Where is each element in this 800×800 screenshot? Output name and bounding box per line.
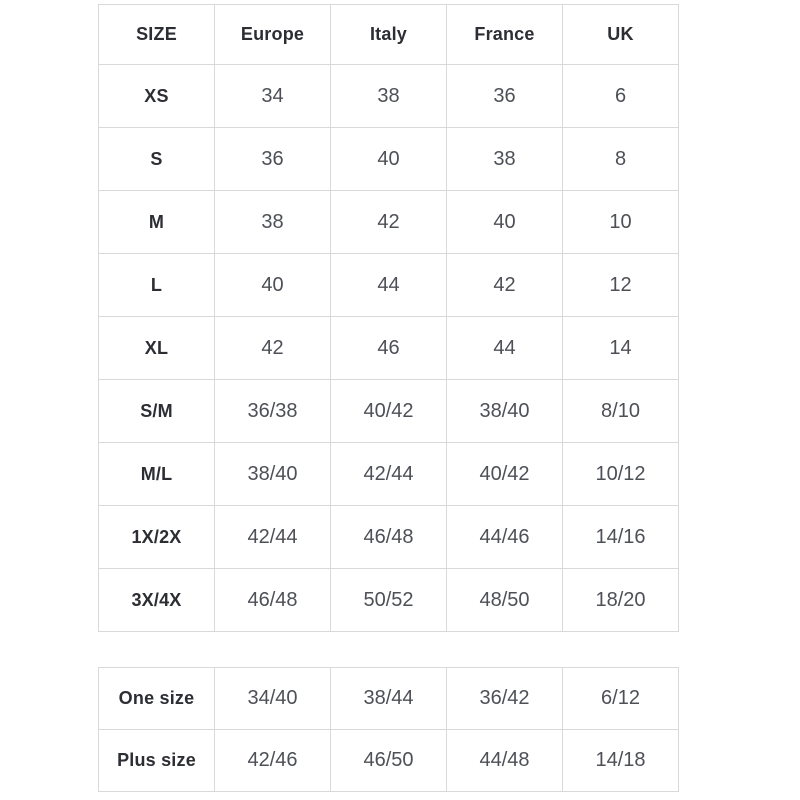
row-label: 3X/4X [99,569,215,632]
column-header-size: SIZE [99,5,215,65]
table-row-s [99,128,679,191]
size-value-cell: 38 [215,191,331,254]
column-header-italy: Italy [331,5,447,65]
row-label: S/M [99,380,215,443]
size-value-cell: 44/46 [447,506,563,569]
size-value-cell: 14/16 [563,506,679,569]
size-value-cell: 44 [331,254,447,317]
table-row-m-l [99,443,679,506]
size-value-cell: 44 [447,317,563,380]
size-value-cell: 46 [331,317,447,380]
size-value-cell: 42 [447,254,563,317]
row-label: 1X/2X [99,506,215,569]
size-value-cell: 34/40 [215,668,331,730]
size-value-cell: 46/48 [215,569,331,632]
table-row-plus-size [99,730,679,792]
size-value-cell: 46/50 [331,730,447,792]
size-value-cell: 40 [331,128,447,191]
size-value-cell: 40/42 [331,380,447,443]
row-label: XL [99,317,215,380]
table-row-1x-2x [99,506,679,569]
size-value-cell: 46/48 [331,506,447,569]
size-value-cell: 14 [563,317,679,380]
header-row [99,5,679,65]
size-value-cell: 38 [331,65,447,128]
column-header-france: France [447,5,563,65]
table-row-s-m [99,380,679,443]
size-value-cell: 50/52 [331,569,447,632]
size-value-cell: 12 [563,254,679,317]
size-value-cell: 36 [447,65,563,128]
size-value-cell: 38/40 [215,443,331,506]
row-label: S [99,128,215,191]
row-label: M [99,191,215,254]
row-label: Plus size [99,730,215,792]
size-value-cell: 42 [215,317,331,380]
column-header-uk: UK [563,5,679,65]
table-row-l [99,254,679,317]
table-row-m [99,191,679,254]
size-value-cell: 40/42 [447,443,563,506]
size-value-cell: 14/18 [563,730,679,792]
size-value-cell: 36/38 [215,380,331,443]
size-value-cell: 44/48 [447,730,563,792]
size-value-cell: 36 [215,128,331,191]
size-value-cell: 6 [563,65,679,128]
size-value-cell: 8/10 [563,380,679,443]
row-label: XS [99,65,215,128]
size-value-cell: 38/40 [447,380,563,443]
size-value-cell: 42 [331,191,447,254]
table-row-3x-4x [99,569,679,632]
size-value-cell: 8 [563,128,679,191]
size-value-cell: 36/42 [447,668,563,730]
size-value-cell: 42/46 [215,730,331,792]
size-value-cell: 6/12 [563,668,679,730]
size-value-cell: 34 [215,65,331,128]
size-value-cell: 10/12 [563,443,679,506]
row-label: L [99,254,215,317]
size-value-cell: 18/20 [563,569,679,632]
table-row-one-size [99,668,679,730]
size-conversion-table [98,4,679,632]
size-value-cell: 42/44 [331,443,447,506]
size-value-cell: 40 [215,254,331,317]
table-row-xl [99,317,679,380]
one-size-plus-size-table [98,667,679,792]
size-value-cell: 40 [447,191,563,254]
size-value-cell: 48/50 [447,569,563,632]
size-value-cell: 42/44 [215,506,331,569]
size-value-cell: 38/44 [331,668,447,730]
table-row-xs [99,65,679,128]
column-header-europe: Europe [215,5,331,65]
row-label: M/L [99,443,215,506]
size-value-cell: 10 [563,191,679,254]
row-label: One size [99,668,215,730]
size-value-cell: 38 [447,128,563,191]
